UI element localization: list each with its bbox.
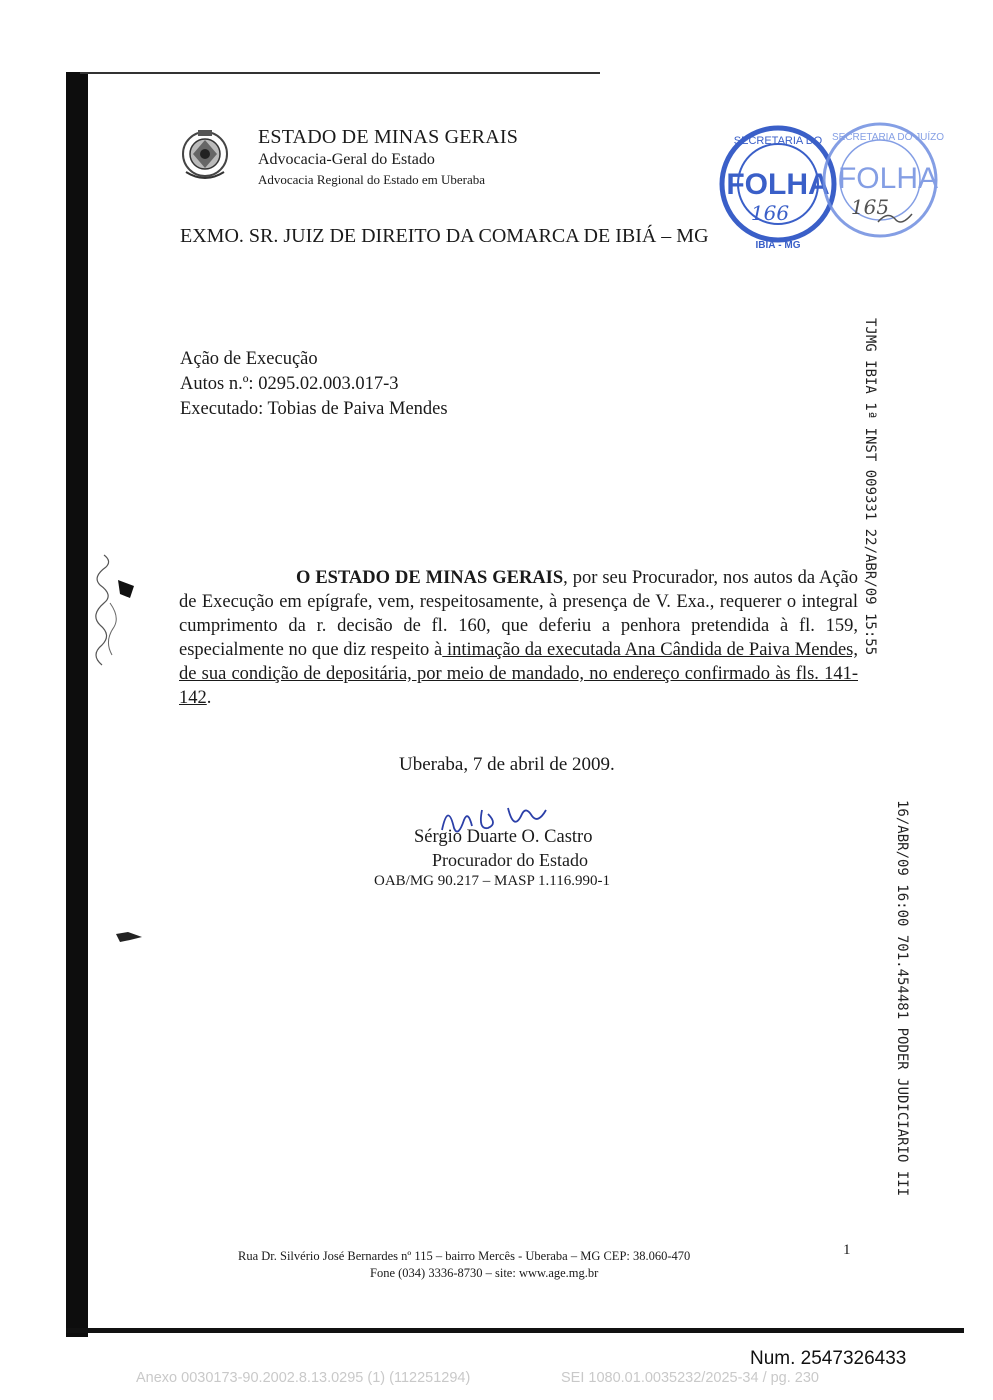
date-line: Uberaba, 7 de abril de 2009. <box>399 754 615 775</box>
folha-stamps <box>710 116 950 256</box>
stamp-right-word: FOLHA <box>837 162 939 195</box>
folha-stamp-right <box>824 124 944 236</box>
page-number: 1 <box>843 1242 851 1258</box>
annex-reference: Anexo 0030173-90.2002.8.13.0295 (1) (112251294) <box>136 1370 471 1386</box>
addressee-line: EXMO. SR. JUIZ DE DIREITO DA COMARCA DE IBIÁ – MG <box>180 225 709 247</box>
stamp-left-word: FOLHA <box>726 168 830 201</box>
page-bottom-edge <box>66 1328 964 1333</box>
folha-stamp-left <box>722 128 834 251</box>
petition-underlined-request: intimação da executada Ana Cândida de Paiva Mendes, de sua condição de depositária, por meio de mandado, no endereço confirmado às fls. 141-142 <box>179 640 858 708</box>
document-number: Num. 2547326433 <box>750 1348 907 1369</box>
ink-mark-icon <box>114 928 144 946</box>
office-address: Rua Dr. Silvério José Bernardes nº 115 – bairro Mercês - Uberaba – MG CEP: 38.060-470 <box>238 1249 691 1263</box>
petition-paragraph <box>179 566 858 710</box>
sei-reference: SEI 1080.01.0035232/2025-34 / pg. 230 <box>561 1370 819 1386</box>
protocol-stamp-vertical-top: TJMG IBIA 1ª INST 009331 22/ABR/09 15:55 <box>862 318 878 656</box>
header-office: Advocacia Regional do Estado em Uberaba <box>258 172 486 187</box>
stamp-left-bottom: IBIÁ - MG <box>755 240 801 251</box>
office-contact: Fone (034) 3336-8730 – site: www.age.mg.br <box>370 1266 599 1280</box>
stamp-left-top-text: SECRETARIA DO <box>733 135 823 147</box>
stamp-right-top-text: SECRETARIA DO JUÍZO <box>831 132 945 143</box>
stamp-left-number: 166 <box>750 201 790 225</box>
case-action: Ação de Execução <box>180 349 318 369</box>
state-coat-of-arms-icon <box>178 126 232 186</box>
header-subtitle: Advocacia-Geral do Estado <box>258 151 435 168</box>
petition-lead-bold: O ESTADO DE MINAS GERAIS <box>296 568 564 588</box>
margin-handwritten-note <box>82 545 122 675</box>
page-left-edge <box>66 72 88 1337</box>
page-top-edge <box>80 72 600 74</box>
petition-end: . <box>206 688 212 708</box>
protocol-stamp-vertical-bottom: 16/ABR/09 16:00 701.454481 PODER JUDICIARIO III <box>894 800 910 1197</box>
arrow-mark-icon <box>116 578 136 600</box>
case-autos-number: Autos n.º: 0295.02.003.017-3 <box>180 374 399 394</box>
header-title: ESTADO DE MINAS GERAIS <box>258 126 519 148</box>
stamp-right-number: 165 <box>850 195 890 219</box>
petition-text: , por seu Procurador, nos autos da Ação de Execução em epígrafe, vem, respeitosamente, à presença de V. Exa., requerer o integral cumprimento da r. decisão de fl. 160, que deferiu a penhora pretendida à fl. 159, especialmente no que diz respeito à <box>179 568 859 660</box>
case-executed-party: Executado: Tobias de Paiva Mendes <box>180 399 448 419</box>
signatory-name: Sérgio Duarte O. Castro <box>414 827 593 847</box>
signatory-registration: OAB/MG 90.217 – MASP 1.116.990-1 <box>374 873 610 889</box>
signatory-role: Procurador do Estado <box>432 850 588 870</box>
